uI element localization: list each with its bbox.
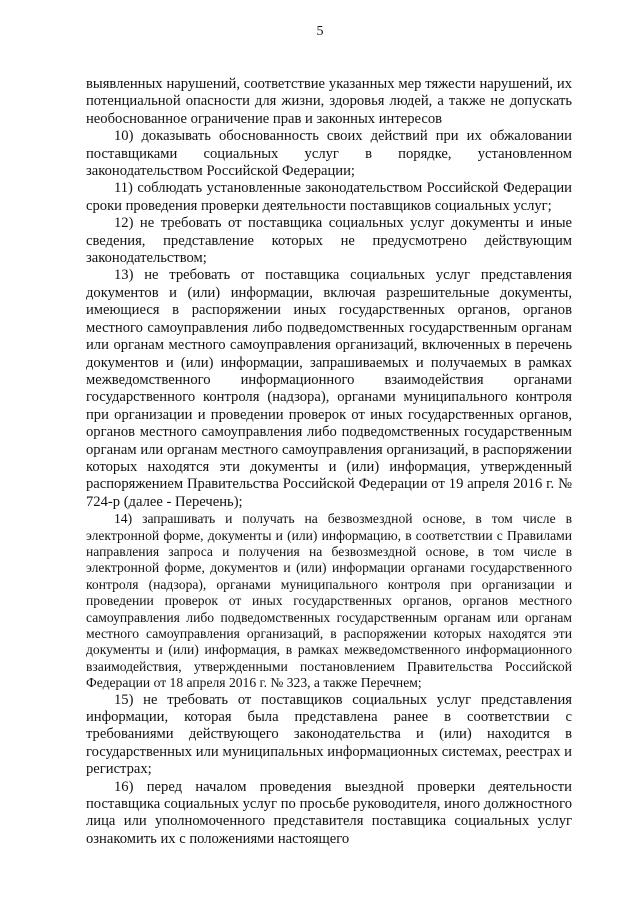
paragraph-continuation: выявленных нарушений, соответствие указанных мер тяжести нарушений, их потенциальной опасности для жизни, здоровья людей, а также не допускать необоснованное ограничение прав и законных интересов [86,76,572,127]
paragraph-item-10: 10) доказывать обоснованность своих действий при их обжаловании поставщиками социальных услуг в порядке, установленном законодательством Российской Федерации; [86,128,572,180]
paragraph-item-14: 14) запрашивать и получать на безвозмездной основе, в том числе в электронной форме, документы и (или) информацию, в соответствии с Правилами направления запроса и получения на безвозмездной основе, в том числе в электронной форме, документов и (или) информации органами государственного контроля (надзора), органами муниципального контроля при организации и проведении проверок от иных государственных органов, органов местного самоуправления либо подведомственных государственным органам или органам местного самоуправления организаций, в распоряжении которых находятся эти документы и (или) информация, в рамках межведомственного информационного взаимодействия, утвержденными постановлением Правительства Российской Федерации от 18 апреля 2016 г. № 323, а также Перечнем; [86,511,572,691]
paragraph-item-16: 16) перед началом проведения выездной проверки деятельности поставщика социальных услуг по просьбе руководителя, иного должностного лица или уполномоченного представителя поставщика социальных услуг ознакомить их с положениями настоящего [86,778,572,847]
paragraph-item-12: 12) не требовать от поставщика социальных услуг документы и иные сведения, представление которых не предусмотрено действующим законодательством; [86,215,572,267]
paragraph-item-15: 15) не требовать от поставщиков социальных услуг представления информации, которая была представлена ранее в соответствии с требованиями действующего законодательства и (или) находится в государственных или муниципальных информационных системах, реестрах и регистрах; [86,691,572,778]
document-body [86,76,572,848]
page-number: 5 [316,24,324,39]
paragraph-item-11: 11) соблюдать установленные законодательством Российской Федерации сроки проведения проверки деятельности поставщиков социальных услуг; [86,180,572,214]
paragraph-item-13: 13) не требовать от поставщика социальных услуг представления документов и (или) информации, включая разрешительные документы, имеющиеся в распоряжении иных государственных органов, органов местного самоуправления либо подведомственных государственным органам или органам местного самоуправления организаций, включенных в перечень документов и (или) информации, запрашиваемых и получаемых в рамках межведомственного информационного взаимодействия органами государственного контроля (надзора), органами муниципального контроля при организации и проведении проверок от иных государственных органов, органов местного самоуправления либо подведомственных государственным органам или органам местного самоуправления организаций, в распоряжении которых находятся эти документы и (или) информация, утвержденный распоряжением Правительства Российской Федерации от 19 апреля 2016 г. № 724-р (далее - Перечень); [86,267,572,510]
